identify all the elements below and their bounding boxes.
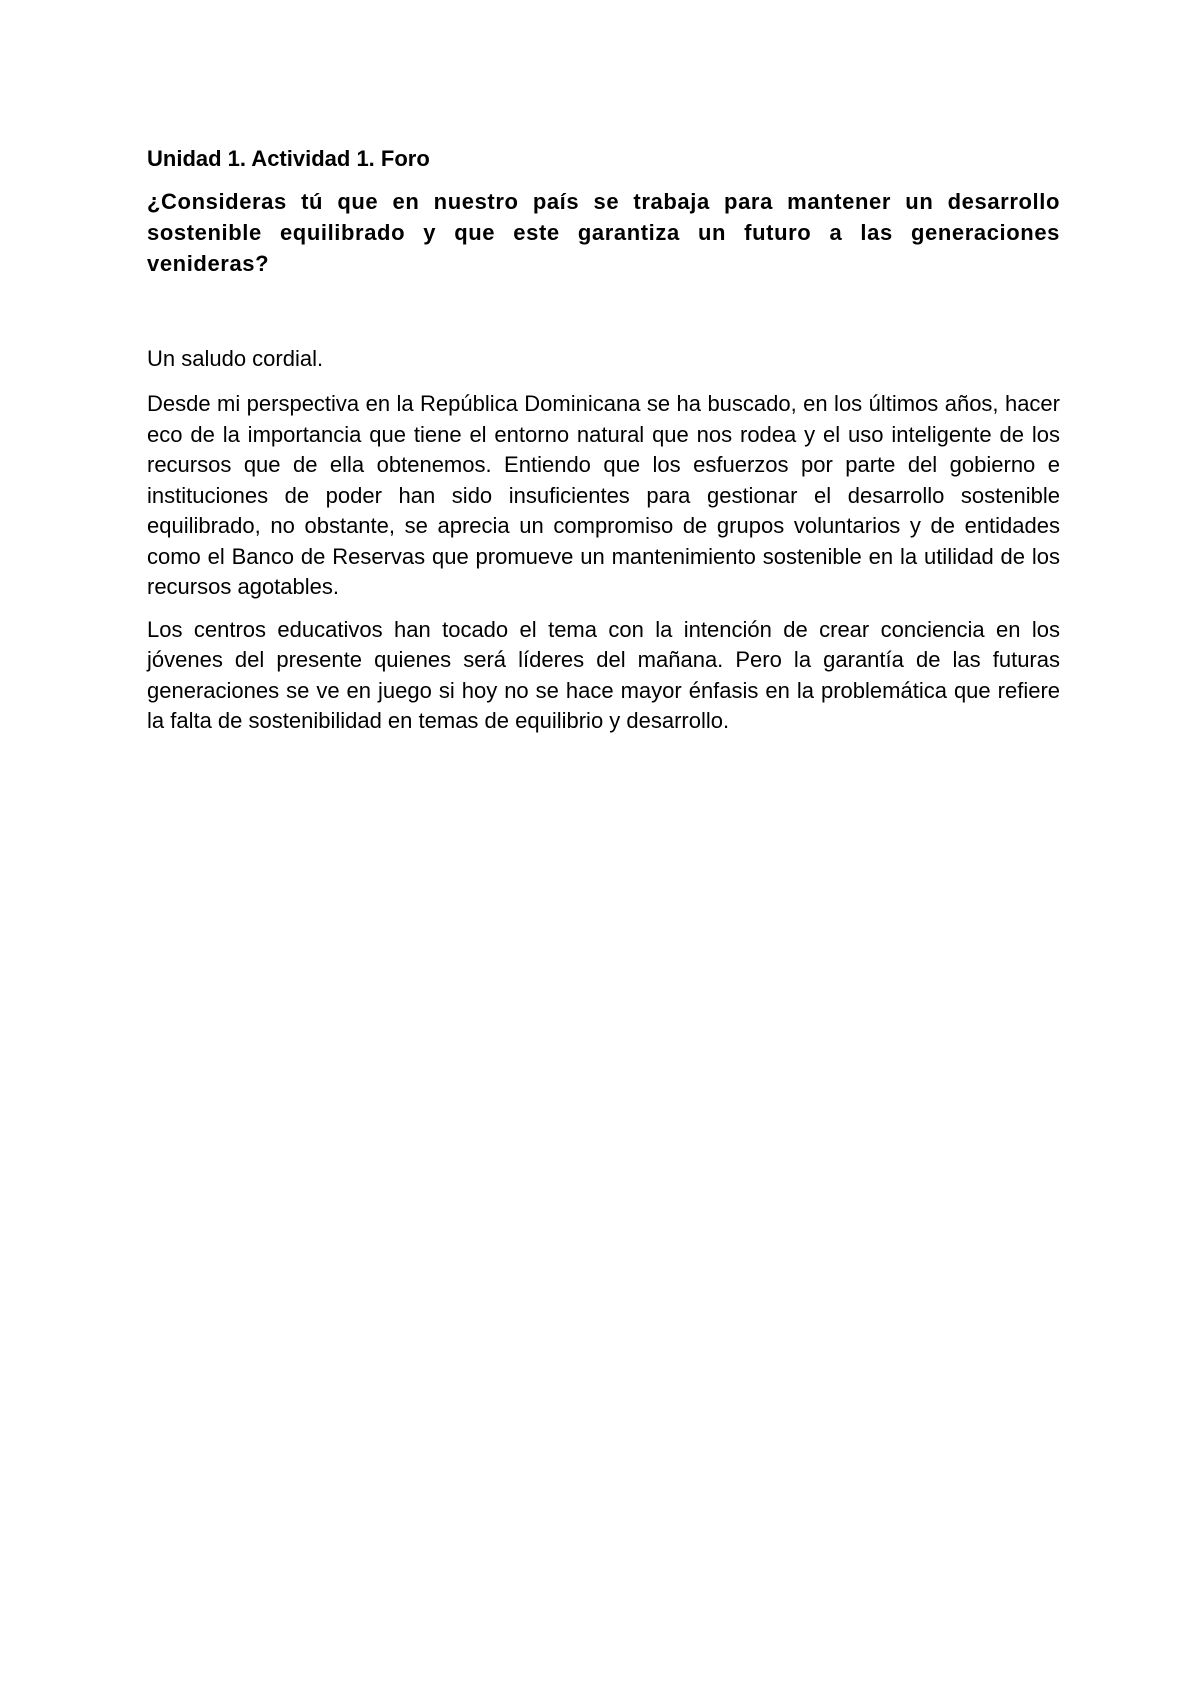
document-title: Unidad 1. Actividad 1. Foro (147, 146, 430, 171)
body-paragraph-2: Los centros educativos han tocado el tema con la intención de crear conciencia en los jóvenes del presente quienes será líderes del mañana. Pero la garantía de las futuras generaciones se ve en juego si hoy no se hace mayor énfasis en la problemática que refiere la falta de sostenibilidad en temas de equilibrio y desarrollo. (147, 616, 1060, 733)
body-paragraph-1: Desde mi perspectiva en la República Dominicana se ha buscado, en los últimos años, hacer eco de la importancia que tiene el entorno natural que nos rodea y el uso inteligente de los recursos que de ella obtenemos. Entiendo que los esfuerzos por parte del gobierno e instituciones de poder han sido insuficientes para gestionar el desarrollo sostenible equilibrado, no obstante, se aprecia un compromiso de grupos voluntarios y de entidades como el Banco de Reservas que promueve un mantenimiento sostenible en la utilidad de los recursos agotables. (147, 391, 1060, 599)
forum-question: ¿Consideras tú que en nuestro país se trabaja para mantener un desarrollo sostenible equilibrado y que este garantiza un futuro a las generaciones venideras? (147, 189, 1060, 276)
greeting-text: Un saludo cordial. (147, 346, 324, 371)
document-body (147, 144, 1060, 749)
